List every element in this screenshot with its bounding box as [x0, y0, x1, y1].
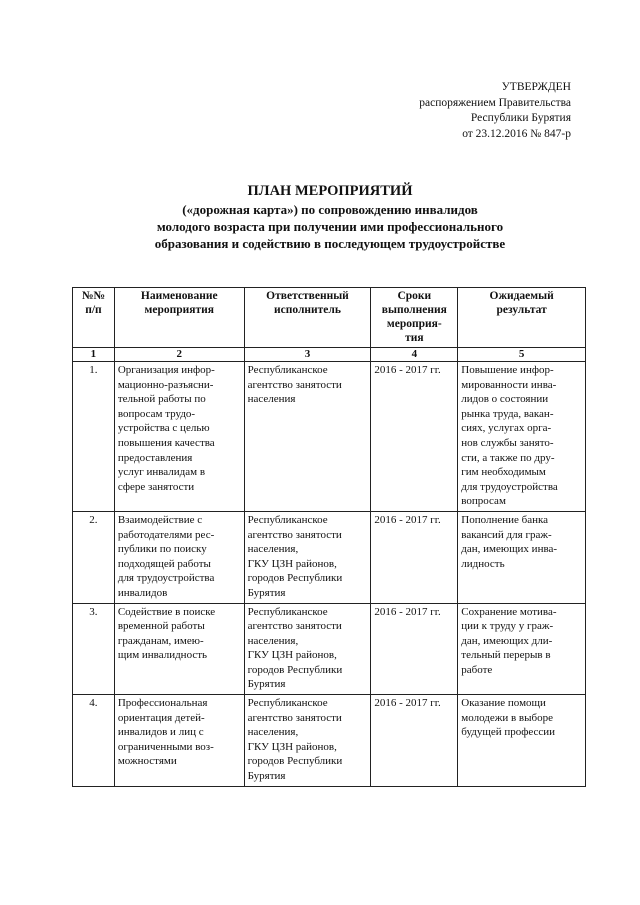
cell-line: городов Республики — [247, 572, 343, 585]
cell-line: мированности инва- — [461, 378, 557, 391]
cell-line: сиях, услугах орга- — [461, 422, 552, 435]
table-row — [73, 511, 586, 603]
cell-line: рынка труда, вакан- — [461, 407, 554, 420]
title-line-2: молодого возраста при получении ими профессионального — [156, 219, 504, 234]
cell-line: инвалидов и лиц с — [117, 726, 204, 739]
period-cell: 2016 - 2017 гг. — [371, 695, 458, 787]
cell-line: Профессиональная — [117, 697, 208, 710]
cell-line: подходящей работы — [117, 557, 211, 570]
approval-order-line: распоряжением Правительства — [419, 96, 571, 109]
cell-line: населения, — [247, 726, 299, 739]
cell-line: предоставления — [117, 451, 193, 464]
approval-government-line: Республики Бурятия — [470, 112, 571, 124]
document-title — [60, 183, 600, 252]
action-plan-table — [72, 287, 586, 787]
page-title: ПЛАН МЕРОПРИЯТИЙ — [247, 183, 413, 199]
header-executor: Ответственный исполнитель — [244, 288, 371, 348]
column-number: 3 — [244, 348, 371, 362]
table-row — [73, 362, 586, 512]
period-cell: 2016 - 2017 гг. — [371, 362, 458, 512]
cell-line: гражданам, имею- — [117, 634, 204, 647]
cell-line: ции к труду у граж- — [461, 620, 554, 633]
period-cell: 2016 - 2017 гг. — [371, 511, 458, 603]
cell-line: сти, а также по дру- — [461, 451, 555, 464]
cell-line: временной работы — [117, 620, 205, 633]
table-row — [73, 603, 586, 695]
cell-line: населения — [247, 393, 296, 406]
executor-cell — [244, 695, 371, 787]
cell-line: можностями — [117, 755, 177, 768]
cell-line: Оказание помощи — [461, 697, 546, 710]
cell-line: повышения качества — [117, 436, 215, 449]
cell-line: вопросам — [461, 495, 506, 508]
cell-line: ГКУ ЦЗН районов, — [247, 649, 337, 662]
cell-line: щим инвалидность — [117, 649, 208, 662]
cell-line: Республиканское — [247, 513, 328, 526]
header-result: Ожидаемый результат — [458, 288, 586, 348]
cell-line: Содействие в поиске — [117, 605, 216, 618]
approval-heading: УТВЕРЖДЕН — [501, 81, 571, 93]
cell-line: Пополнение банка — [461, 513, 549, 526]
title-line-1: («дорожная карта») по сопровождению инвалидов — [182, 202, 478, 217]
title-line-3: образования и содействию в последующем трудоустройстве — [154, 236, 506, 251]
row-number-cell: 4. — [73, 695, 115, 787]
result-cell — [458, 362, 586, 512]
cell-line: Взаимодействие с — [117, 513, 203, 526]
cell-line: Бурятия — [247, 678, 286, 691]
column-number: 1 — [73, 348, 115, 362]
result-cell — [458, 603, 586, 695]
cell-line: для трудоустройства — [461, 480, 558, 493]
cell-line: инвалидов — [117, 586, 168, 599]
cell-line: вопросам трудо- — [117, 407, 196, 420]
executor-cell — [244, 362, 371, 512]
cell-line: работодателями рес- — [117, 528, 215, 541]
cell-line: агентство занятости — [247, 378, 342, 391]
cell-line: Республиканское — [247, 605, 328, 618]
cell-line: Республиканское — [247, 697, 328, 710]
header-event-name: Наименование мероприятия — [114, 288, 244, 348]
cell-line: гим необходимым — [461, 466, 546, 479]
header-period: Сроки выполнения мероприя- тия — [371, 288, 458, 348]
cell-line: молодежи в выборе — [461, 711, 553, 724]
cell-line: агентство занятости — [247, 711, 342, 724]
result-cell — [458, 695, 586, 787]
cell-line: агентство занятости — [247, 620, 342, 633]
cell-line: ориентация детей- — [117, 711, 205, 724]
cell-line: мационно-разъясни- — [117, 378, 214, 391]
cell-line: будущей профессии — [461, 726, 556, 739]
approval-stamp — [419, 80, 571, 142]
cell-line: городов Республики — [247, 755, 343, 768]
cell-line: лидность — [461, 557, 505, 570]
cell-line: Повышение инфор- — [461, 364, 554, 376]
cell-line: Бурятия — [247, 770, 286, 783]
cell-line: населения, — [247, 543, 299, 556]
event-name-cell — [114, 603, 244, 695]
cell-line: услуг инвалидам в — [117, 466, 206, 479]
cell-line: Республиканское — [247, 364, 328, 376]
cell-line: ГКУ ЦЗН районов, — [247, 740, 337, 753]
cell-line: вакансий для граж- — [461, 528, 552, 541]
cell-line: нов службы занято- — [461, 436, 554, 449]
row-number-cell: 2. — [73, 511, 115, 603]
cell-line: ограниченными воз- — [117, 740, 214, 753]
column-number: 2 — [114, 348, 244, 362]
column-numbers-row — [73, 348, 586, 362]
event-name-cell — [114, 511, 244, 603]
column-number: 4 — [371, 348, 458, 362]
cell-line: агентство занятости — [247, 528, 342, 541]
cell-line: лидов о состоянии — [461, 393, 549, 406]
cell-line: для трудоустройства — [117, 572, 215, 585]
cell-line: городов Республики — [247, 663, 343, 676]
period-cell: 2016 - 2017 гг. — [371, 603, 458, 695]
event-name-cell — [114, 362, 244, 512]
column-number: 5 — [458, 348, 586, 362]
cell-line: сфере занятости — [117, 480, 195, 493]
cell-line: работе — [461, 663, 493, 676]
executor-cell — [244, 511, 371, 603]
cell-line: ГКУ ЦЗН районов, — [247, 557, 337, 570]
result-cell — [458, 511, 586, 603]
cell-line: тельный перерыв в — [461, 649, 551, 662]
cell-line: тельной работы по — [117, 393, 206, 406]
cell-line: устройства с целью — [117, 422, 210, 435]
cell-line: населения, — [247, 634, 299, 647]
cell-line: Организация инфор- — [117, 364, 215, 376]
cell-line: дан, имеющих инва- — [461, 543, 558, 556]
approval-date-number: от 23.12.2016 № 847-р — [462, 127, 571, 140]
row-number-cell: 1. — [73, 362, 115, 512]
header-number: №№ п/п — [73, 288, 115, 348]
row-number-cell: 3. — [73, 603, 115, 695]
cell-line: дан, имеющих дли- — [461, 634, 553, 647]
event-name-cell — [114, 695, 244, 787]
cell-line: Бурятия — [247, 586, 286, 599]
executor-cell — [244, 603, 371, 695]
table-row — [73, 695, 586, 787]
table-header-row — [73, 288, 586, 348]
cell-line: Сохранение мотива- — [461, 605, 557, 618]
cell-line: публики по поиску — [117, 543, 207, 556]
